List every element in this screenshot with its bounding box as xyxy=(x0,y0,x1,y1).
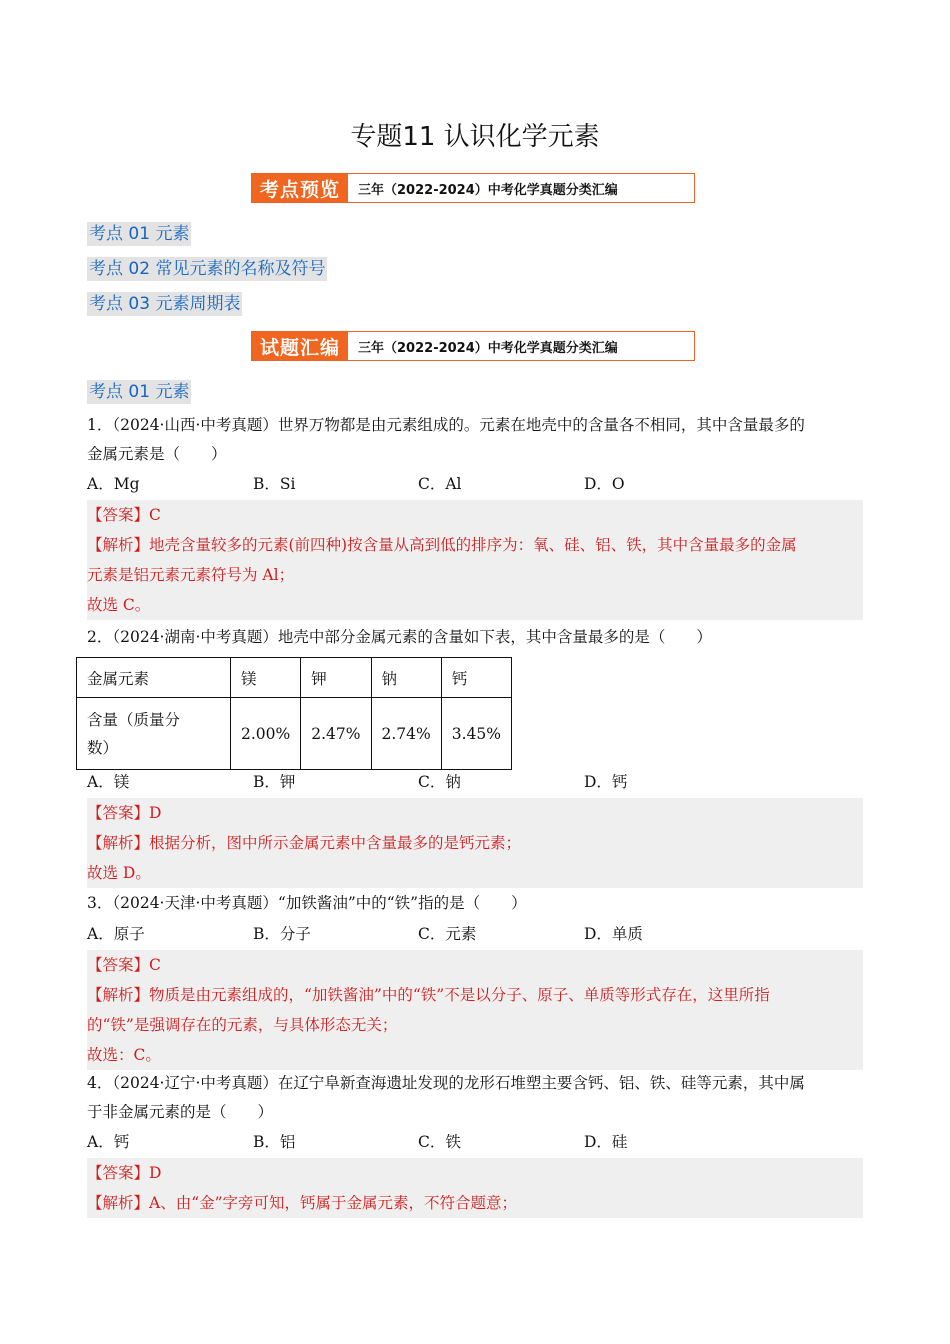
banner-tag: 试题汇编 xyxy=(252,332,348,360)
toc-item[interactable]: 考点 03 元素周期表 xyxy=(89,294,241,314)
table-row-label xyxy=(77,698,231,770)
table-header-cell: 钠 xyxy=(371,658,441,698)
option-d: D．O xyxy=(584,475,625,493)
option-c: C．钠 xyxy=(418,773,461,791)
conclusion: 故选 D。 xyxy=(87,864,151,882)
table-header-cell: 金属元素 xyxy=(77,658,231,698)
question-1-stem: 1．（2024·山西·中考真题）世界万物都是由元素组成的。元素在地壳中的含量各不相同，其中含量最多的 xyxy=(87,416,805,434)
exercises-banner xyxy=(251,331,695,361)
toc-item[interactable]: 考点 01 元素 xyxy=(89,224,190,244)
table-header-cell: 镁 xyxy=(231,658,301,698)
option-c: C．元素 xyxy=(418,925,477,943)
question-3-answer-box xyxy=(87,950,863,1070)
answer: 【答案】C xyxy=(87,956,161,974)
table-header-cell: 钾 xyxy=(301,658,371,698)
option-c: C．铁 xyxy=(418,1133,461,1151)
conclusion: 故选 C。 xyxy=(87,596,151,614)
option-b: B．Si xyxy=(253,475,296,493)
answer: 【答案】D xyxy=(87,1164,162,1182)
question-1-stem-cont: 金属元素是（ ） xyxy=(87,445,227,463)
option-a: A．镁 xyxy=(87,773,130,791)
question-4-stem-cont: 于非金属元素的是（ ） xyxy=(87,1103,274,1121)
section-heading: 考点 01 元素 xyxy=(89,382,190,402)
page-title: 专题11 认识化学元素 xyxy=(350,122,600,152)
toc-item[interactable]: 考点 02 常见元素的名称及符号 xyxy=(89,259,326,279)
analysis: 【解析】A、由“金”字旁可知，钙属于金属元素，不符合题意； xyxy=(87,1194,518,1212)
table-cell: 3.45% xyxy=(441,698,511,770)
option-b: B．分子 xyxy=(253,925,311,943)
option-d: D．硅 xyxy=(584,1133,628,1151)
table-cell: 2.47% xyxy=(301,698,371,770)
element-content-table xyxy=(76,657,512,770)
row-label-line: 含量（质量分 xyxy=(87,710,181,729)
banner-subtitle: 三年（2022-2024）中考化学真题分类汇编 xyxy=(358,340,618,356)
option-d: D．钙 xyxy=(584,773,628,791)
option-c: C．Al xyxy=(418,475,462,493)
option-a: A．钙 xyxy=(87,1133,130,1151)
option-a: A．原子 xyxy=(87,925,145,943)
answer: 【答案】D xyxy=(87,804,162,822)
question-2-stem: 2．（2024·湖南·中考真题）地壳中部分金属元素的含量如下表，其中含量最多的是（ ） xyxy=(87,628,712,646)
banner-tag: 考点预览 xyxy=(252,174,348,202)
question-4-stem: 4．（2024·辽宁·中考真题）在辽宁阜新查海遗址发现的龙形石堆塑主要含钙、铝、铁、硅等元素，其中属 xyxy=(87,1074,805,1092)
table-header-cell: 钙 xyxy=(441,658,511,698)
option-b: B．铝 xyxy=(253,1133,296,1151)
analysis-cont: 的“铁”是强调存在的元素，与具体形态无关； xyxy=(87,1016,398,1034)
analysis: 【解析】根据分析，图中所示金属元素中含量最多的是钙元素； xyxy=(87,834,522,852)
question-4-answer-box xyxy=(87,1158,863,1218)
preview-banner xyxy=(251,173,695,203)
analysis-cont: 元素是铝元素元素符号为 Al； xyxy=(87,566,295,584)
conclusion: 故选：C。 xyxy=(87,1046,161,1064)
analysis: 【解析】物质是由元素组成的，“加铁酱油”中的“铁”不是以分子、原子、单质等形式存在，这里所指 xyxy=(87,986,770,1004)
banner-subtitle: 三年（2022-2024）中考化学真题分类汇编 xyxy=(358,182,618,198)
row-label-line: 数） xyxy=(87,738,119,757)
analysis: 【解析】地壳含量较多的元素(前四种)按含量从高到低的排序为：氧、硅、铝、铁，其中含量最多的金属 xyxy=(87,536,797,554)
table-cell: 2.00% xyxy=(231,698,301,770)
option-d: D．单质 xyxy=(584,925,643,943)
table-cell: 2.74% xyxy=(371,698,441,770)
option-a: A．Mg xyxy=(87,475,140,493)
question-2-answer-box xyxy=(87,798,863,888)
option-b: B．钾 xyxy=(253,773,296,791)
question-3-stem: 3．（2024·天津·中考真题）“加铁酱油”中的“铁”指的是（ ） xyxy=(87,894,527,912)
answer: 【答案】C xyxy=(87,506,161,524)
question-1-answer-box xyxy=(87,500,863,620)
